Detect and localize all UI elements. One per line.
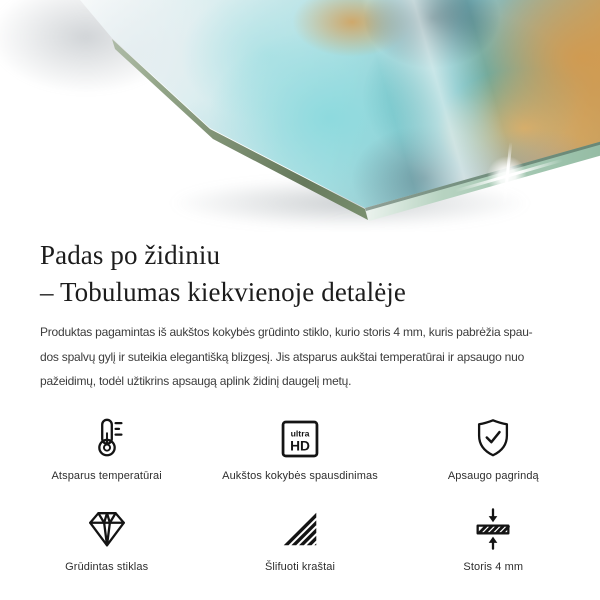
feature-label: Šlifuoti kraštai — [264, 560, 336, 573]
description-line: pažeidimų, todėl užtikrins apsaugą aplink židinį daugelį metų. — [40, 374, 352, 389]
feature-print-quality — [203, 411, 396, 482]
thickness-icon — [470, 502, 516, 552]
feature-label: Grūdintas stiklas — [65, 560, 149, 573]
feature-tempered-glass — [10, 502, 203, 573]
description-line: Produktas pagamintas iš aukštos kokybės grūdinto stiklo, kurio storis 4 mm, kuris pabrėžia spau- — [40, 325, 533, 339]
description-line: dos spalvų gylį ir suteikia elegantišką blizgesį. Jis atsparus aukštai temperatūrai ir apsaugo nuo — [40, 349, 525, 364]
svg-text:ultra: ultra — [290, 428, 310, 439]
shield-check-icon — [470, 411, 516, 461]
polished-edges-icon — [277, 502, 323, 552]
page-title-line1: Padas po židiniu — [40, 240, 221, 270]
feature-label: Aukštos kokybės spausdinimas — [222, 469, 378, 482]
product-description — [40, 320, 564, 394]
ultra-hd-icon — [278, 411, 322, 461]
feature-label: Storis 4 mm — [463, 560, 524, 573]
feature-protects-base — [397, 411, 590, 482]
diamond-icon — [84, 502, 130, 552]
product-image — [0, 0, 600, 232]
page-title-line2: – Tobulumas kiekvienoje detalėje — [40, 277, 406, 307]
page-title — [40, 237, 564, 311]
feature-thickness — [397, 502, 590, 573]
feature-label: Apsaugo pagrindą — [447, 469, 539, 482]
feature-polished-edges — [203, 502, 396, 573]
feature-heat-resistant — [10, 411, 203, 482]
feature-grid — [10, 411, 590, 573]
feature-label: Atsparus temperatūrai — [51, 469, 162, 482]
thermometer-icon — [84, 411, 130, 461]
svg-text:HD: HD — [290, 438, 310, 454]
